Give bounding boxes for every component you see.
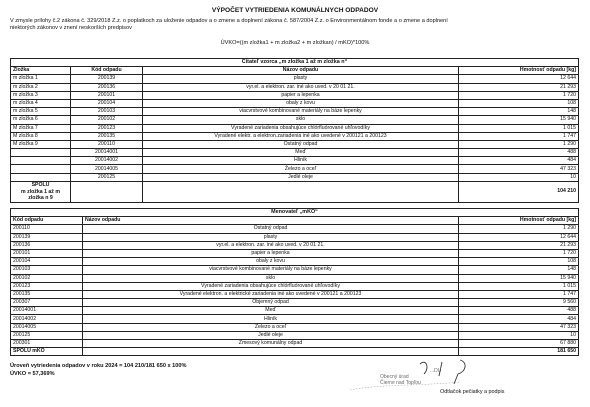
table-row [11, 75, 579, 83]
weight-cell: 484 [459, 315, 579, 323]
formula: ÚVKO=((m zložka1 + m zložka2 + m zložkan) / mKO)*100% [220, 40, 370, 46]
total-value: 104 210 [459, 181, 579, 202]
waste-code-cell: 200110 [11, 225, 83, 233]
waste-name-cell: plasty [143, 75, 459, 83]
table-row [11, 124, 579, 132]
component-cell [11, 165, 71, 173]
waste-code-cell: 200125 [71, 173, 143, 181]
weight-cell: 1 720 [459, 249, 579, 257]
weight-cell: 21 293 [459, 241, 579, 249]
waste-name-cell: Hliník [83, 315, 459, 323]
weight-cell: 1 015 [459, 282, 579, 290]
waste-code-cell: 200123 [11, 282, 83, 290]
header-waste-name: Názov odpadu [83, 217, 459, 225]
numerator-table [10, 58, 579, 203]
weight-cell: 148 [459, 266, 579, 274]
component-cell: m zložka 4 [11, 99, 71, 107]
waste-code-cell: 200102 [71, 116, 143, 124]
table-row [11, 241, 579, 249]
weight-cell: 9 560 [459, 299, 579, 307]
total-label-line: zložka n 9 [28, 195, 53, 202]
waste-code-cell: 200301 [11, 340, 83, 348]
table-row [11, 165, 579, 173]
table-row [11, 157, 579, 165]
numerator-table-caption: Čitateľ vzorca „m zložka 1 až m zložka n“ [11, 59, 579, 67]
weight-cell: 108 [459, 258, 579, 266]
waste-name-cell: Meď [83, 307, 459, 315]
empty-cell [83, 348, 459, 356]
waste-code-cell: 200136 [11, 241, 83, 249]
waste-code-cell: 200110 [71, 140, 143, 148]
empty-cell [143, 181, 459, 202]
waste-name-cell: vyr.el. a elektron. zar. iné ako uved. v 20 01 21. [83, 241, 459, 249]
denominator-table-caption: Menovateľ „mKO“ [11, 209, 579, 217]
waste-code-cell: 20014005 [11, 323, 83, 331]
result-value: ÚVKO = 57,369% [10, 371, 55, 377]
waste-code-cell: 200103 [11, 266, 83, 274]
weight-cell: 1 720 [459, 91, 579, 99]
weight-cell: 10 [459, 173, 579, 181]
waste-code-cell: 200101 [71, 91, 143, 99]
header-weight: Hmotnosť odpadu [kg] [459, 217, 579, 225]
waste-name-cell: viacvrstvové kombinované materiály na báze lepenky [143, 108, 459, 116]
official-stamp [380, 368, 441, 386]
component-cell: m zložka 5 [11, 108, 71, 116]
weight-cell: 47 323 [459, 165, 579, 173]
weight-cell: 108 [459, 99, 579, 107]
waste-name-cell: Jedlé oleje [83, 331, 459, 339]
weight-cell: 15 940 [459, 274, 579, 282]
waste-name-cell: Meď [143, 149, 459, 157]
total-label-line: m zložka 1 až m [21, 188, 60, 195]
waste-code-cell: 200123 [71, 124, 143, 132]
table-row [11, 91, 579, 99]
component-cell: M zložka 9 [11, 140, 71, 148]
waste-code-cell: 200103 [71, 108, 143, 116]
weight-cell: 1 747 [459, 290, 579, 298]
total-label-line: SPOLU [31, 182, 50, 189]
intro-text-line-2: niektorých zákonov v znení neskorších predpisov [10, 25, 132, 31]
document-title: VÝPOČET VYTRIEDENIA KOMUNÁLNYCH ODPADOV [211, 7, 379, 14]
waste-code-cell: 200139 [11, 233, 83, 241]
table-row [11, 266, 579, 274]
waste-name-cell: vyr.el. a elektron. zar. iné ako uved. v 20 01 21. [143, 83, 459, 91]
waste-name-cell: Ostatný odpad [143, 140, 459, 148]
waste-code-cell: 200139 [71, 75, 143, 83]
weight-cell: 21 293 [459, 83, 579, 91]
waste-code-cell: 200135 [71, 132, 143, 140]
denominator-table [10, 208, 579, 356]
header-waste-name: Názov odpadu [143, 67, 459, 75]
waste-name-cell: Zmesový komunálny odpad [83, 340, 459, 348]
weight-cell: 148 [459, 108, 579, 116]
waste-code-cell: 20014001 [71, 149, 143, 157]
waste-name-cell: Vyradené elektr. a elektron.zariadenia iné ako uvedené v 200121 a 200123 [143, 132, 459, 140]
waste-code-cell: 200104 [11, 258, 83, 266]
waste-code-cell: 20014001 [11, 307, 83, 315]
component-cell [11, 149, 71, 157]
waste-code-cell: 200125 [11, 331, 83, 339]
weight-cell: 1 290 [459, 225, 579, 233]
table-row [11, 249, 579, 257]
header-waste-code: Kód odpadu [11, 217, 83, 225]
table-row [11, 140, 579, 148]
total-label [11, 181, 71, 202]
weight-cell: 484 [459, 157, 579, 165]
waste-name-cell: viacvrstvové kombinované materiály na báze lepenky [83, 266, 459, 274]
weight-cell: 1 015 [459, 124, 579, 132]
waste-code-cell: 200104 [71, 99, 143, 107]
waste-code-cell: 200307 [11, 299, 83, 307]
waste-name-cell: Hliník [143, 157, 459, 165]
component-cell: m zložka 1 [11, 75, 71, 83]
table-row [11, 323, 579, 331]
total-label: SPOLU mKO [11, 348, 83, 356]
table-row [11, 108, 579, 116]
table-row [11, 258, 579, 266]
table-row [11, 274, 579, 282]
waste-code-cell: 20014002 [71, 157, 143, 165]
waste-code-cell: 200102 [11, 274, 83, 282]
waste-name-cell: Železo a oceľ [83, 323, 459, 331]
waste-name-cell: sklo [83, 274, 459, 282]
weight-cell: 15 940 [459, 116, 579, 124]
header-waste-code: Kód odpadu [71, 67, 143, 75]
component-cell: M zložka 7 [11, 124, 71, 132]
stamp-text-3: Čierne nad Topľou [380, 380, 421, 386]
header-weight: Hmotnosť odpadu [kg] [459, 67, 579, 75]
component-cell [11, 173, 71, 181]
component-cell: M zložka 8 [11, 132, 71, 140]
table-row [11, 299, 579, 307]
weight-cell: 12 644 [459, 233, 579, 241]
table-row [11, 233, 579, 241]
waste-code-cell: 200136 [71, 83, 143, 91]
signature-caption: Odtlačok pečiatky a podpis [440, 389, 505, 395]
waste-name-cell: Ostatný odpad [83, 225, 459, 233]
table-row [11, 282, 579, 290]
weight-cell: 1 290 [459, 140, 579, 148]
total-value: 181 650 [459, 348, 579, 356]
table-row [11, 83, 579, 91]
waste-name-cell: papier a lepenka [143, 91, 459, 99]
waste-name-cell: Vyradené zariadenia obsahujúce chlórfluórované uhľovodíky [83, 282, 459, 290]
waste-name-cell: Vyradené elektron. a elektrické zariadenia iné ako uvedené v 200121 a 200123 [83, 290, 459, 298]
waste-code-cell: 20014002 [11, 315, 83, 323]
component-cell: m zložka 2 [11, 83, 71, 91]
waste-name-cell: Vyradené zariadenia obsahujúce chlórfluórované uhľovodíky [143, 124, 459, 132]
waste-name-cell: obaly z kovu [83, 258, 459, 266]
result-formula: Úroveň vytriedenia odpadov v roku 2024 = 104 210/181 650 x 100% [10, 363, 187, 369]
header-component: Zložka [11, 67, 71, 75]
waste-code-cell: 200135 [11, 290, 83, 298]
table-row [11, 307, 579, 315]
table-row [11, 116, 579, 124]
waste-name-cell: plasty [83, 233, 459, 241]
table-row [11, 132, 579, 140]
waste-name-cell: obaly z kovu [143, 99, 459, 107]
table-row [11, 290, 579, 298]
stamp-text-1: ...DU [430, 368, 442, 374]
waste-name-cell: Objemný odpad [83, 299, 459, 307]
table-row [11, 173, 579, 181]
waste-name-cell: sklo [143, 116, 459, 124]
waste-name-cell: papier a lepenka [83, 249, 459, 257]
weight-cell: 10 [459, 331, 579, 339]
table-row [11, 99, 579, 107]
weight-cell: 488 [459, 307, 579, 315]
waste-code-cell: 20014005 [71, 165, 143, 173]
weight-cell: 47 323 [459, 323, 579, 331]
total-row [11, 181, 579, 202]
table-row [11, 225, 579, 233]
table-row [11, 340, 579, 348]
weight-cell: 1 747 [459, 132, 579, 140]
total-row [11, 348, 579, 356]
empty-cell [71, 181, 143, 202]
stamp-text-2: Obecný úrad [380, 374, 409, 380]
waste-name-cell: Jedlé oleje [143, 173, 459, 181]
table-row [11, 149, 579, 157]
table-row [11, 315, 579, 323]
table-row [11, 331, 579, 339]
intro-text-line-1: V zmysle prílohy č.2 zákona č. 329/2018 Z.z. o poplatkoch za uloženie odpadov a o zmene a doplnení zákona č. 587/2004 Z.z. o Environmentálnom fonde a o zmene a doplnení [10, 18, 448, 24]
waste-name-cell: Železo a oceľ [143, 165, 459, 173]
component-cell: m zložka 3 [11, 91, 71, 99]
weight-cell: 12 644 [459, 75, 579, 83]
component-cell: m zložka 6 [11, 116, 71, 124]
weight-cell: 67 880 [459, 340, 579, 348]
waste-code-cell: 200101 [11, 249, 83, 257]
weight-cell: 488 [459, 149, 579, 157]
component-cell [11, 157, 71, 165]
